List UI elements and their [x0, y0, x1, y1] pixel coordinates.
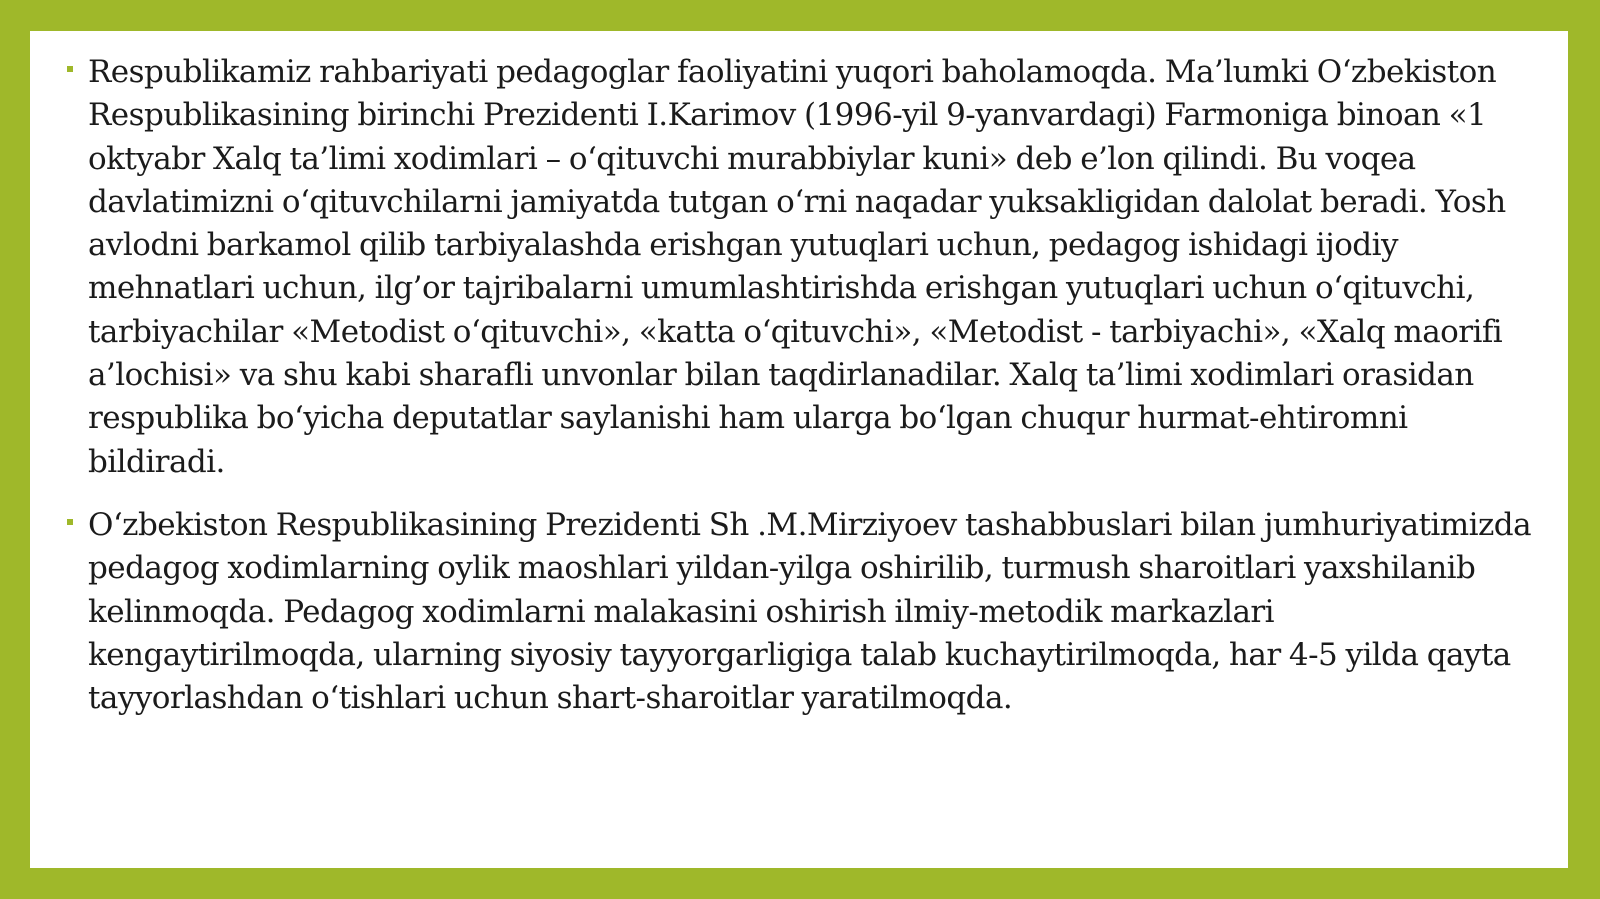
- slide-content-area: [30, 31, 1568, 868]
- bullet-text-2: O‘zbekiston Respublikasining Prezidenti Sh .M.Mirziyoev tashabbuslari bilan jumhuriyatimizda pedagog xodimlarning oylik maoshlari yildan-yilga oshirilib, turmush sharoitlari yaxshilanib kelinmoqda. Pedagog xodimlarni malakasini oshirish ilmiy-metodik markazlari kengaytirilmoqda, ularning siyosiy tayyorgarligiga talab kuchaytirilmoqda, har 4-5 yilda qayta tayyorlashdan o‘tishlari uchun shart-sharoitlar yaratilmoqda.: [88, 506, 1532, 717]
- bullet-square-icon: [67, 66, 73, 72]
- bullet-text-1: Respublikamiz rahbariyati pedagoglar faoliyatini yuqori baholamoqda. Ma’lumki O‘zbekiston Respublikasining birinchi Prezidenti I.Karimov (1996-yil 9-yanvardagi) Farmoniga binoan «1 oktyabr Xalq ta’limi xodimlari – o‘qituvchi murabbiylar kuni» deb e’lon qilindi. Bu voqea davlatimizni o‘qituvchilarni jamiyatda tutgan o‘rni naqadar yuksakligidan dalolat beradi. Yosh avlodni barkamol qilib tarbiyalashda erishgan yutuqlari uchun, pedagog ishidagi ijodiy mehnatlari uchun, ilg’or tajribalarni umumlashtirishda erishgan yutuqlari uchun o‘qituvchi, tarbiyachilar «Metodist o‘qituvchi», «katta o‘qituvchi», «Metodist - tarbiyachi», «Xalq maorifi a’lochisi» va shu kabi sharafli unvonlar bilan taqdirlanadilar. Xalq ta’limi xodimlari orasidan respublika bo‘yicha deputatlar saylanishi ham ularga bo‘lgan chuqur hurmat-ehtiromni bildiradi.: [88, 54, 1506, 480]
- bullet-list: [30, 51, 1568, 740]
- bullet-item-2: [30, 504, 1568, 720]
- bullet-square-icon: [67, 519, 73, 525]
- bullet-item-1: [30, 51, 1568, 484]
